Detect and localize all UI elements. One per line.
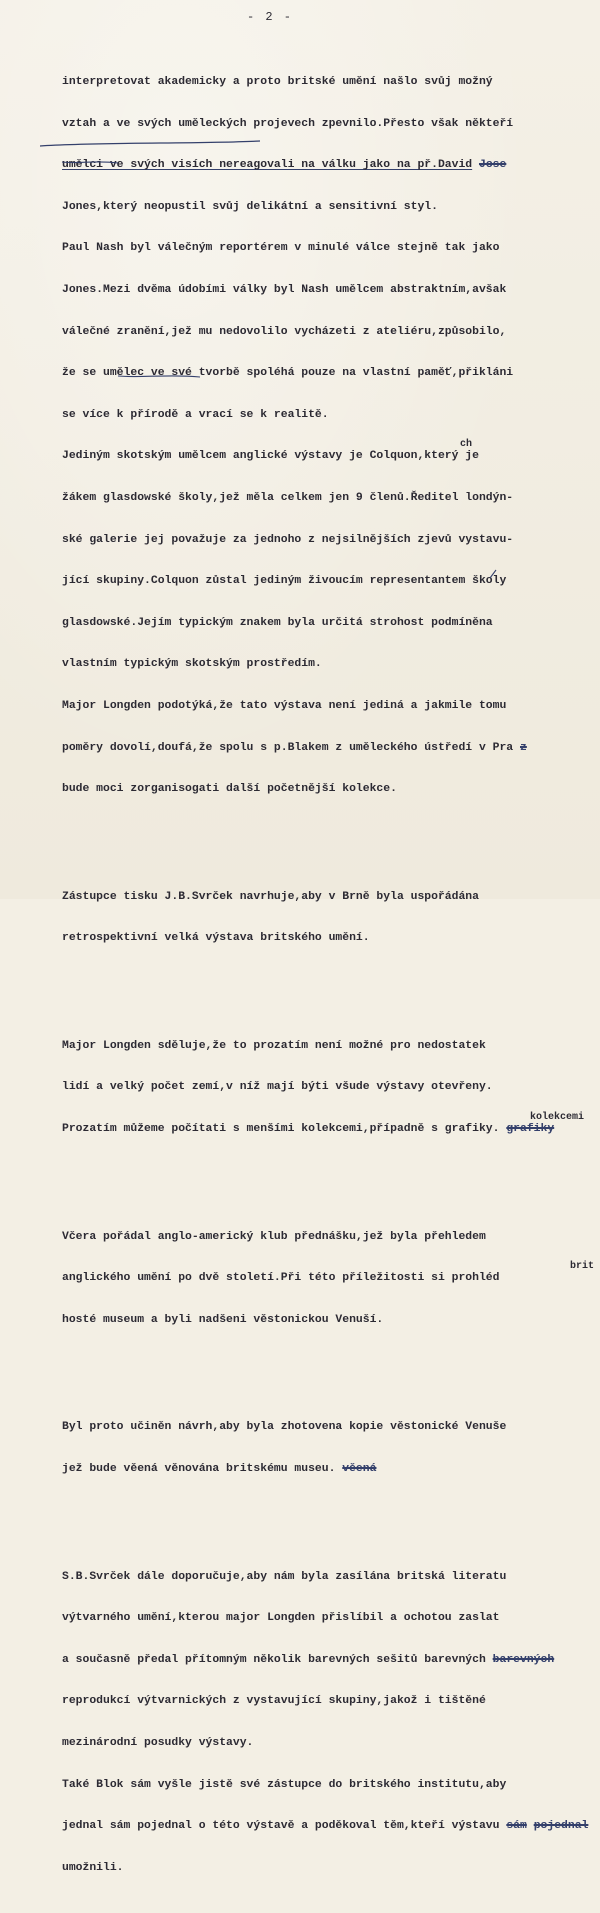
text-line: [62, 1038, 600, 1056]
text-line: [62, 1569, 600, 1587]
text-line: [62, 1079, 600, 1097]
line-text: jící skupiny.Colquon zůstal jediným živoucím representantem školy: [62, 575, 507, 588]
line-text: reprodukcí výtvarnických z vystavující skupiny,jakož i tištěné: [62, 1695, 486, 1708]
text-line: [62, 1610, 600, 1628]
text-line: [62, 240, 600, 258]
text-line: [62, 1777, 600, 1795]
handwritten-insert-ch: ch: [460, 439, 473, 451]
text-line: [62, 1312, 600, 1330]
line-text: jednal sám pojednal o této výstavě a poděkoval těm,kteří výstavu: [62, 1820, 500, 1833]
line-text: glasdowské.Jejím typickým znakem byla určitá strohost podmíněna: [62, 616, 493, 629]
line-text: vlastním typickým skotským prostředím.: [62, 658, 322, 671]
text-line: [62, 781, 600, 799]
line-text: Byl proto učiněn návrh,aby byla zhotovena kopie věstonické Venuše: [62, 1421, 507, 1434]
text-line: [62, 407, 600, 425]
line-text: interpretovat akademicky a proto britské umění našlo svůj možný: [62, 76, 493, 88]
line-text: retrospektivní velká výstava britského umění.: [62, 932, 370, 945]
line-text: Také Blok sám vyšle jistě své zástupce do britského institutu,aby: [62, 1778, 507, 1791]
text-line: [62, 324, 600, 342]
text-line: [62, 1112, 600, 1139]
text-line: [62, 532, 600, 550]
line-text: Jones.Mezi dvěma údobími války byl Nash umělcem abstraktním,avšak: [62, 283, 507, 296]
text-line: [62, 1860, 600, 1878]
line-text: poměry dovolí,doufá,že spolu s p.Blakem z uměleckého ústředí v Pra: [62, 741, 514, 754]
text-line: [62, 1818, 600, 1836]
text-line: [62, 1419, 600, 1437]
paragraph-gap: [62, 1515, 600, 1533]
line-text: hosté museum a byli nadšeni věstonickou Venuší.: [62, 1313, 384, 1326]
text-line: [62, 930, 600, 948]
line-text: a současně předal přítomným několik barevných sešitů barevných: [62, 1653, 486, 1666]
text-line: [62, 199, 600, 217]
line-text: anglického umění po dvě století.Při této příležitosti si prohléd: [62, 1272, 500, 1285]
line-text: Včera pořádal anglo-americký klub přednášku,jež byla přehledem: [62, 1230, 486, 1243]
text-line: [62, 740, 600, 758]
text-line: [62, 698, 600, 716]
line-text: S.B.Svrček dále doporučuje,aby nám byla zasílána britská literatu: [62, 1570, 507, 1583]
text-line: [62, 1652, 600, 1670]
struck-word: pojednal: [533, 1820, 589, 1833]
page-number: - 2 -: [246, 10, 293, 24]
text-line: [62, 1693, 600, 1711]
line-text: lidí a velký počet zemí,v níž mají býti všude výstavy otevřeny.: [62, 1081, 493, 1094]
text-line: [62, 1229, 600, 1247]
text-line: [62, 1261, 600, 1288]
line-text: umožnili.: [62, 1861, 124, 1874]
text-line: [62, 573, 600, 591]
handwritten-insert-kolekcemi: kolekcemi: [530, 1112, 585, 1124]
text-line: [62, 1735, 600, 1753]
struck-word: grafiky: [506, 1123, 555, 1136]
text-line: [62, 1461, 600, 1479]
struck-word: Jose: [478, 159, 507, 172]
handwritten-insert-brit: brit: [570, 1261, 595, 1273]
text-line: [62, 74, 600, 92]
paragraph-gap: [62, 984, 600, 1002]
text-line: [62, 116, 600, 134]
paragraph-gap: [62, 1175, 600, 1193]
line-text: vztah a ve svých uměleckých projevech zpevnilo.Přesto však někteří: [62, 117, 514, 130]
line-text: Jediným skotským umělcem anglické výstavy je Colquon,který je: [62, 450, 479, 463]
line-text: jež bude věená věnována britskému museu.: [62, 1463, 336, 1476]
line-text: Major Longden sděluje,že to prozatím není možné pro nedostatek: [62, 1039, 486, 1052]
line-text: žákem glasdowské školy,jež měla celkem jen 9 členů.Ředitel londýn-: [62, 491, 514, 504]
struck-word: sám: [506, 1820, 527, 1833]
text-line: [62, 439, 600, 466]
line-text: Zástupce tisku J.B.Svrček navrhuje,aby v Brně byla uspořádána: [62, 890, 479, 903]
line-text: umělci ve svých visích nereagovali na válku jako na př.David: [62, 159, 473, 172]
typed-text-body: [62, 38, 600, 1913]
struck-word: z: [520, 741, 527, 754]
line-text: že se umělec ve své tvorbě spoléhá pouze na vlastní paměť,přikláni: [62, 367, 514, 380]
paragraph-gap: [62, 835, 600, 853]
text-line: [62, 656, 600, 674]
text-line: [62, 615, 600, 633]
line-text: mezinárodní posudky výstavy.: [62, 1737, 254, 1749]
struck-word: barevných: [492, 1653, 555, 1666]
paragraph-gap: [62, 1365, 600, 1383]
text-line: [62, 490, 600, 508]
text-line: [62, 365, 600, 383]
struck-word: věená: [342, 1463, 377, 1476]
text-line: [62, 889, 600, 907]
line-text: bude moci zorganisogati další početnější kolekce.: [62, 783, 397, 796]
line-text: výtvarného umění,kterou major Longden přislíbil a ochotou zaslat: [62, 1612, 500, 1625]
line-text: se více k přírodě a vrací se k realitě.: [62, 408, 329, 421]
line-text: Prozatím můžeme počítati s menšími kolekcemi,případně s grafiky.: [62, 1123, 500, 1136]
text-line: [62, 282, 600, 300]
line-text: ské galerie jej považuje za jednoho z nejsilnějších zjevů vystavu-: [62, 533, 514, 546]
line-text: Jones,který neopustil svůj delikátní a sensitivní styl.: [62, 200, 438, 213]
line-text: Major Longden podotýká,že tato výstava není jediná a jakmile tomu: [62, 699, 507, 712]
text-line: [62, 157, 600, 175]
line-text: válečné zranění,jež mu nedovolilo vycházeti z ateliéru,způsobilo,: [62, 325, 507, 338]
line-text: Paul Nash byl válečným reportérem v minulé válce stejně tak jako: [62, 242, 500, 255]
